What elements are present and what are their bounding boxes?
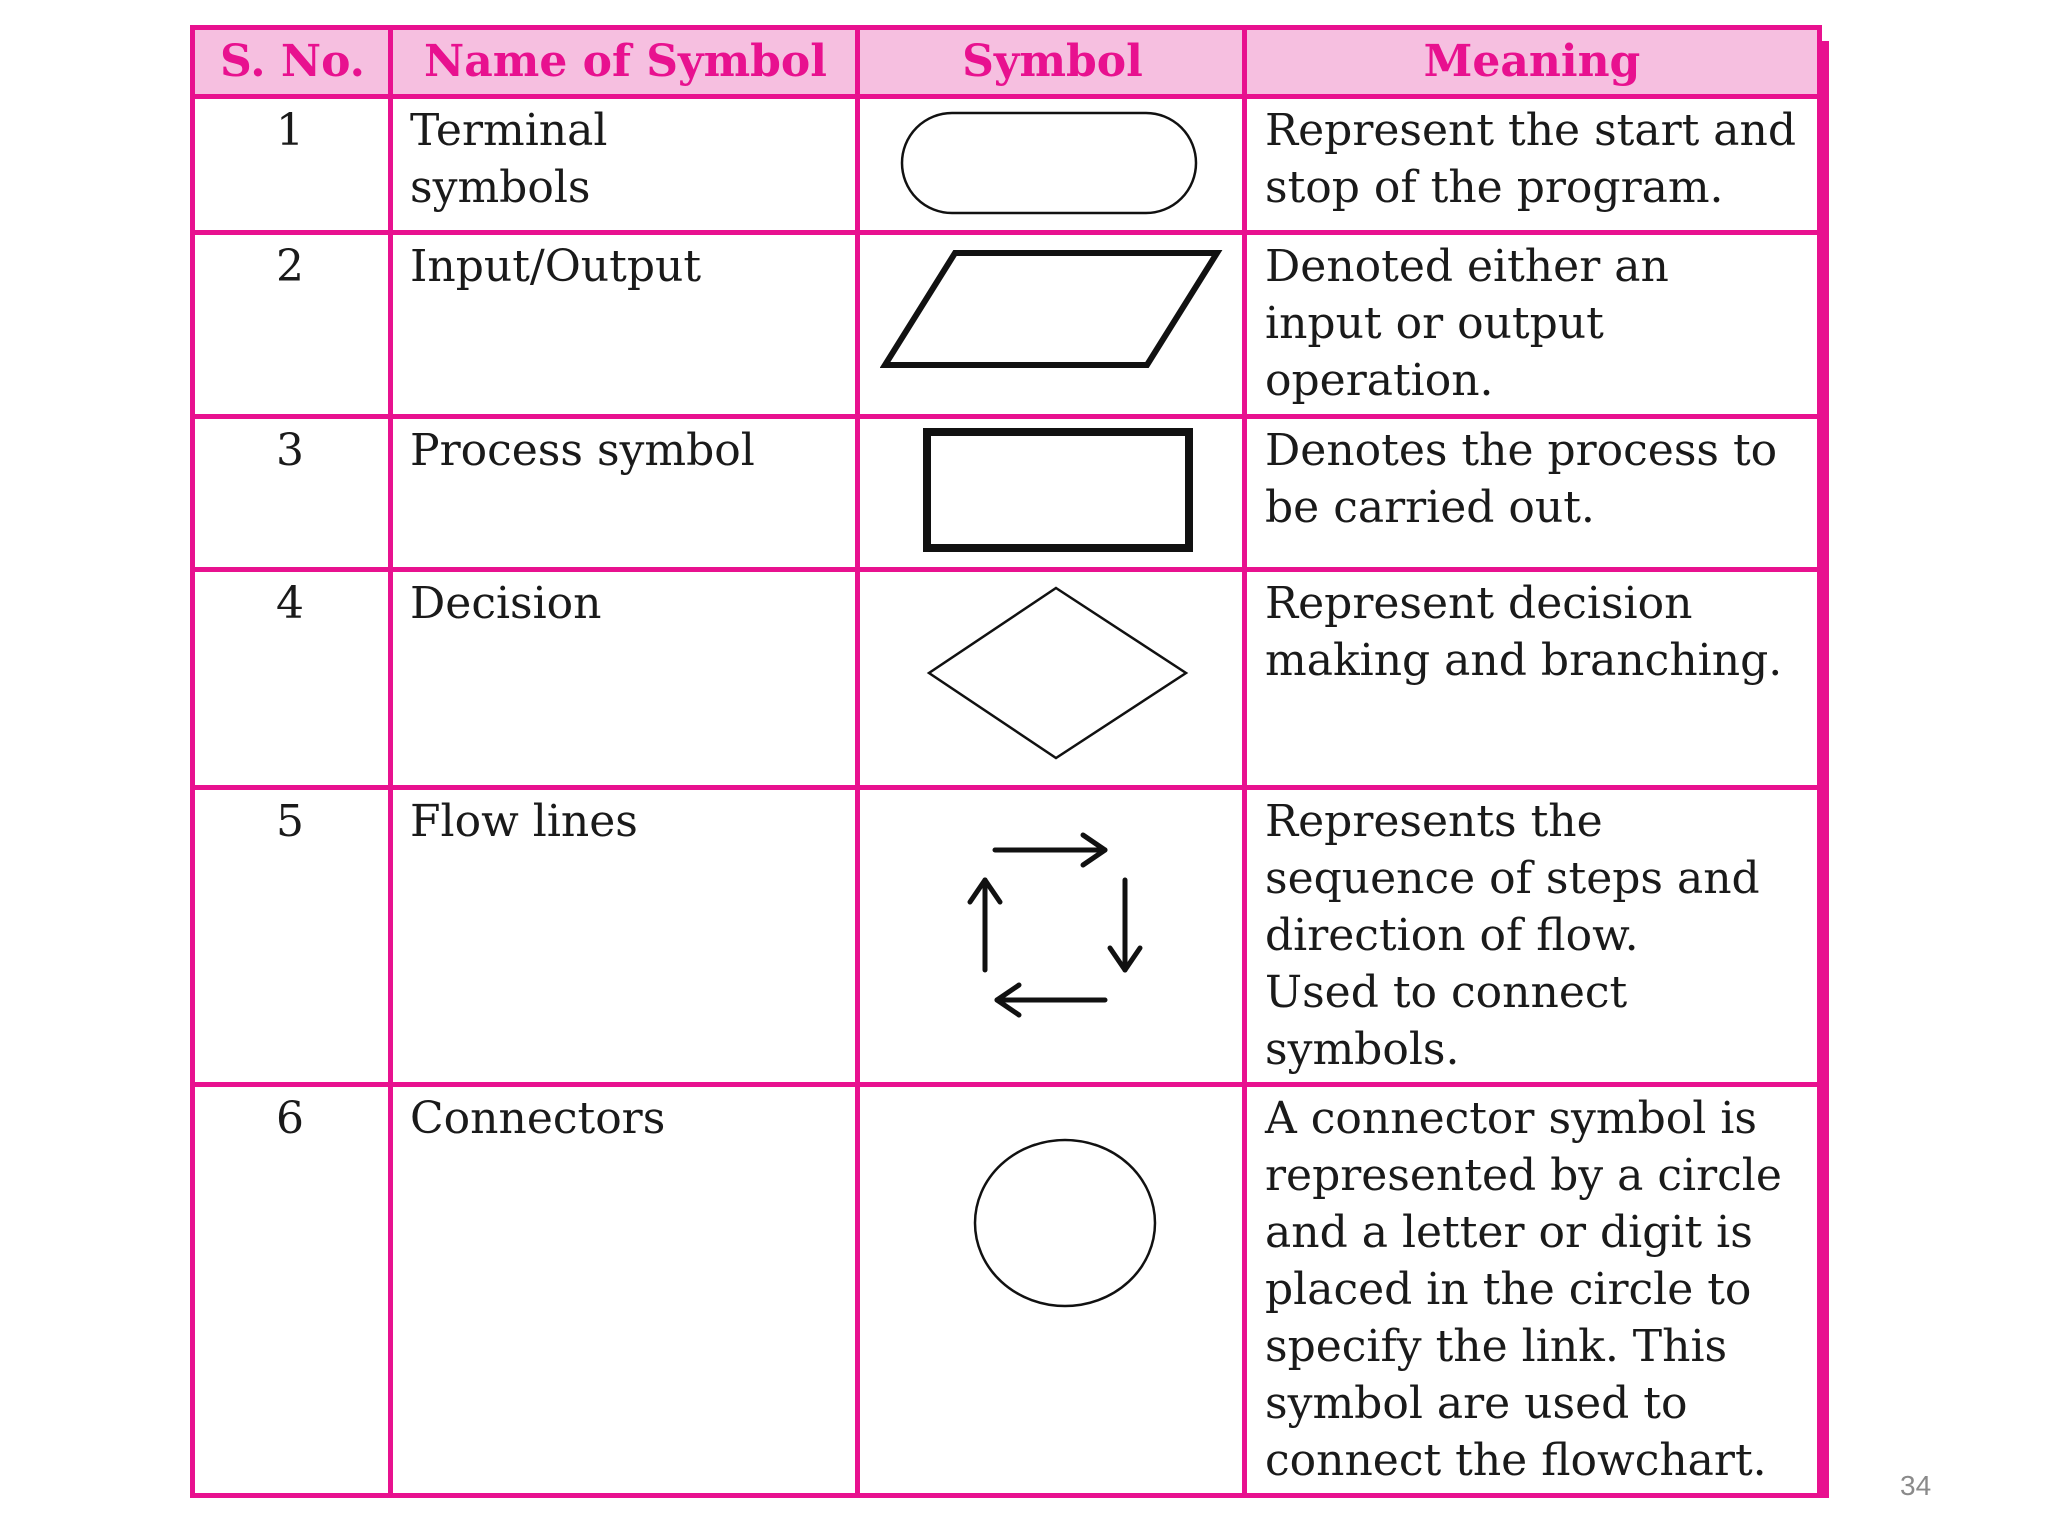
row-1-meaning: Represent the start and stop of the program.: [1265, 105, 1797, 213]
row-6-sno: 6: [276, 1093, 304, 1144]
header-sno: S. No.: [220, 35, 365, 87]
row-2-name: Input/Output: [410, 241, 702, 292]
table-border-bottom: [190, 1493, 1822, 1498]
row-divider: [190, 785, 1822, 790]
row-3-meaning: Denotes the process to be carried out.: [1265, 425, 1778, 533]
row-4-meaning: Represent decision making and branching.: [1265, 578, 1783, 686]
row-divider: [190, 230, 1822, 235]
table-border-right: [1817, 25, 1822, 1498]
column-divider: [388, 25, 393, 1498]
column-divider: [855, 25, 860, 1498]
input-output-symbol-icon: [880, 245, 1230, 375]
row-divider: [190, 414, 1822, 419]
row-2-meaning: Denoted either an input or output operation.: [1265, 241, 1669, 406]
page-number: 34: [1900, 1470, 1932, 1501]
connector-symbol-icon: [970, 1135, 1160, 1315]
header-name-of-symbol: Name of Symbol: [424, 35, 827, 87]
flow-lines-symbol-icon: [965, 805, 1165, 1025]
row-5-meaning: Represents the sequence of steps and direction of flow. Used to connect symbols.: [1265, 796, 1760, 1075]
terminal-symbol-icon: [900, 110, 1200, 220]
row-divider: [190, 94, 1822, 99]
column-divider: [190, 25, 195, 1498]
row-divider: [190, 1082, 1822, 1087]
row-6-meaning: A connector symbol is represented by a circle and a letter or digit is placed in the circle to specify the link. This symbol are used to connect the flowchart.: [1265, 1093, 1782, 1486]
header-symbol: Symbol: [962, 35, 1143, 87]
row-1-sno: 1: [276, 105, 304, 156]
header-meaning: Meaning: [1423, 35, 1641, 87]
row-3-name: Process symbol: [410, 425, 755, 476]
row-2-sno: 2: [276, 241, 304, 292]
table-border-top: [190, 25, 1822, 30]
flowchart-symbols-table: [190, 25, 1822, 1498]
row-5-sno: 5: [276, 796, 304, 847]
row-1-name: Terminal symbols: [410, 105, 608, 213]
row-6-name: Connectors: [410, 1093, 666, 1144]
process-symbol-icon: [923, 428, 1195, 556]
decision-symbol-icon: [925, 585, 1190, 763]
row-4-sno: 4: [276, 578, 304, 629]
column-divider: [1242, 25, 1247, 1498]
row-divider: [190, 567, 1822, 572]
row-5-name: Flow lines: [410, 796, 638, 847]
row-4-name: Decision: [410, 578, 602, 629]
row-3-sno: 3: [276, 425, 304, 476]
